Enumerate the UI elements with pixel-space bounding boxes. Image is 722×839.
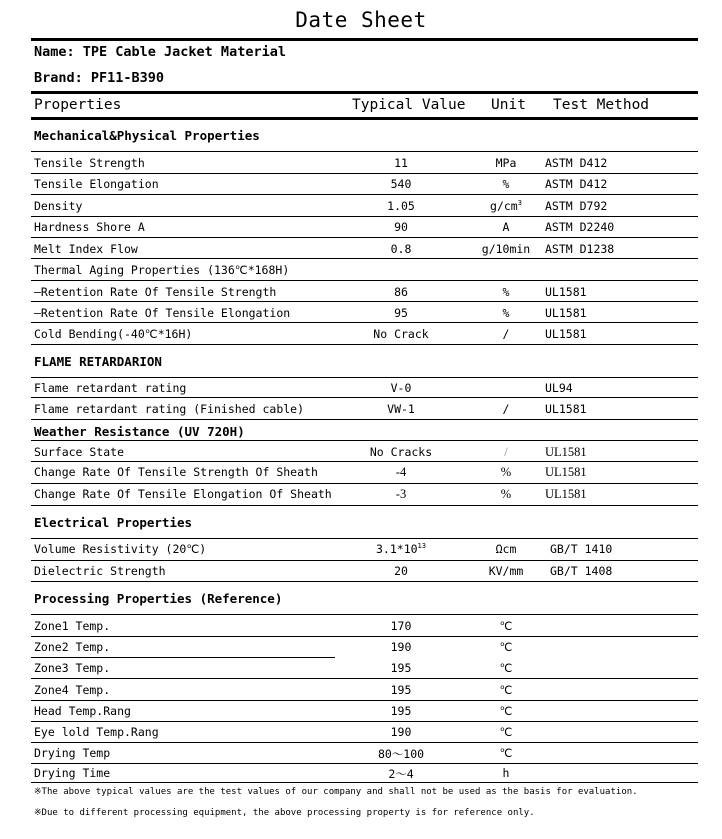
property-name: Zone3 Temp.: [34, 661, 111, 675]
divider: [31, 216, 698, 217]
column-header-unit: Unit: [491, 97, 526, 113]
unit: ℃: [499, 725, 513, 739]
typical-value: V-0: [390, 381, 412, 395]
unit: ℃: [499, 619, 513, 633]
value-base: 3.1*10: [376, 542, 418, 556]
unit: %: [500, 465, 512, 479]
typical-value: 540: [390, 177, 412, 191]
unit: ℃: [499, 746, 513, 760]
property-name: Change Rate Of Tensile Strength Of Sheath: [34, 465, 318, 479]
typical-value: 11: [394, 156, 408, 170]
typical-value: 195: [390, 704, 412, 718]
divider: [31, 440, 698, 441]
property-name: Flame retardant rating: [34, 381, 187, 395]
property-name: Head Temp.Rang: [34, 704, 131, 718]
test-method: UL1581: [545, 445, 587, 459]
typical-value: 90: [394, 220, 408, 234]
typical-value: [351, 542, 451, 556]
footnote: ※The above typical values are the test values of our company and shall not be used as the basis for evaluation.: [34, 787, 638, 797]
typical-value: 170: [390, 619, 412, 633]
property-name: Tensile Elongation: [34, 177, 159, 191]
typical-value: -3: [395, 487, 407, 501]
unit: ℃: [499, 661, 513, 675]
unit: %: [502, 177, 510, 191]
divider: [31, 483, 698, 484]
unit-base: g/cm: [490, 199, 518, 213]
unit: %: [500, 487, 512, 501]
typical-value: No Crack: [373, 327, 429, 341]
unit: ℃: [499, 640, 513, 654]
test-method: UL1581: [545, 465, 587, 479]
unit: h: [502, 766, 510, 780]
test-method: UL1581: [545, 327, 587, 341]
test-method: UL1581: [545, 285, 587, 299]
typical-value: No Cracks: [369, 445, 433, 459]
property-name: Tensile Strength: [34, 156, 145, 170]
unit: /: [504, 445, 508, 459]
divider: [31, 397, 698, 398]
divider: [31, 614, 698, 615]
divider: [31, 581, 698, 582]
test-method: ASTM D792: [545, 199, 608, 213]
column-header-properties: Properties: [34, 97, 122, 113]
divider: [31, 322, 698, 323]
typical-value: 195: [390, 683, 412, 697]
divider: [31, 258, 698, 259]
divider: [31, 377, 698, 378]
typical-value: 2～4: [388, 767, 414, 781]
divider: [31, 505, 698, 506]
test-method: ASTM D412: [545, 177, 608, 191]
divider: [31, 700, 698, 701]
typical-value: 190: [390, 640, 412, 654]
unit: %: [502, 285, 510, 299]
divider: [31, 742, 698, 743]
property-name: Density: [34, 199, 83, 213]
divider: [31, 38, 698, 41]
test-method: UL1581: [545, 487, 587, 501]
unit: /: [502, 327, 510, 341]
property-name: Zone2 Temp.: [34, 640, 111, 654]
unit: /: [502, 402, 510, 416]
property-name: Volume Resistivity (20℃): [34, 542, 207, 556]
section-title-flame: FLAME RETARDARION: [34, 354, 162, 369]
property-name: Change Rate Of Tensile Elongation Of Sheath: [34, 487, 332, 501]
page-title: Date Sheet: [295, 8, 427, 32]
divider: [31, 538, 698, 539]
test-method: ASTM D2240: [545, 220, 615, 234]
divider: [31, 721, 698, 722]
test-method: GB/T 1408: [550, 564, 613, 578]
divider: [31, 678, 698, 679]
unit: MPa: [495, 156, 517, 170]
divider: [31, 237, 698, 238]
divider: [31, 636, 698, 637]
test-method: UL1581: [545, 306, 587, 320]
property-name: Dielectric Strength: [34, 564, 166, 578]
divider: [31, 173, 698, 174]
typical-value: 80～100: [377, 747, 425, 761]
test-method: GB/T 1410: [550, 542, 613, 556]
unit: KV/mm: [488, 564, 524, 578]
property-name: Zone1 Temp.: [34, 619, 111, 633]
unit: %: [502, 306, 510, 320]
section-title-weather: Weather Resistance (UV 720H): [34, 424, 245, 439]
unit: A: [502, 220, 510, 234]
property-name: Melt Index Flow: [34, 242, 138, 256]
property-name: Thermal Aging Properties (136℃*168H): [34, 263, 290, 277]
property-name: Eye lold Temp.Rang: [34, 725, 159, 739]
property-name: Drying Time: [34, 766, 111, 780]
divider: [31, 763, 698, 764]
unit: ℃: [499, 683, 513, 697]
test-method: ASTM D412: [545, 156, 608, 170]
typical-value: VW-1: [387, 402, 415, 416]
divider: [31, 91, 698, 94]
divider: [31, 194, 698, 195]
value-exponent: 13: [417, 542, 426, 551]
test-method: ASTM D1238: [545, 242, 615, 256]
property-name: —Retention Rate Of Tensile Strength: [34, 285, 277, 299]
footnote: ※Due to different processing equipment, the above processing property is for reference only.: [34, 808, 535, 818]
divider: [31, 301, 698, 302]
typical-value: 86: [394, 285, 408, 299]
unit: Ωcm: [495, 542, 517, 556]
material-name: Name: TPE Cable Jacket Material: [34, 44, 286, 60]
divider: [31, 280, 698, 281]
divider: [31, 151, 698, 152]
property-name: Cold Bending(-40℃*16H): [34, 327, 193, 341]
typical-value: -4: [395, 465, 407, 479]
column-header-typical-value: Typical Value: [352, 97, 466, 113]
divider: [31, 657, 335, 658]
unit: ℃: [499, 704, 513, 718]
divider: [31, 117, 698, 120]
property-name: Hardness Shore A: [34, 220, 145, 234]
divider: [31, 419, 698, 420]
test-method: UL1581: [545, 402, 587, 416]
property-name: Surface State: [34, 445, 125, 459]
typical-value: 95: [394, 306, 408, 320]
property-name: Drying Temp: [34, 746, 111, 760]
section-title-processing: Processing Properties (Reference): [34, 591, 283, 606]
column-header-test-method: Test Method: [553, 97, 650, 113]
typical-value: 190: [390, 725, 412, 739]
typical-value: 195: [390, 661, 412, 675]
divider: [31, 344, 698, 345]
property-name: Zone4 Temp.: [34, 683, 111, 697]
typical-value: 0.8: [390, 242, 412, 256]
divider: [31, 560, 698, 561]
unit: g/10min: [481, 242, 531, 256]
section-title-mechanical: Mechanical&Physical Properties: [34, 128, 260, 143]
unit-superscript: 3: [517, 199, 522, 208]
test-method: UL94: [545, 381, 573, 395]
section-title-electrical: Electrical Properties: [34, 515, 193, 530]
divider: [31, 461, 698, 462]
brand-name: Brand: PF11-B390: [34, 70, 165, 86]
typical-value: 1.05: [387, 199, 415, 213]
property-name: —Retention Rate Of Tensile Elongation: [34, 306, 291, 320]
typical-value: 20: [394, 564, 408, 578]
divider: [31, 782, 698, 783]
unit: [471, 199, 541, 213]
property-name: Flame retardant rating (Finished cable): [34, 402, 305, 416]
